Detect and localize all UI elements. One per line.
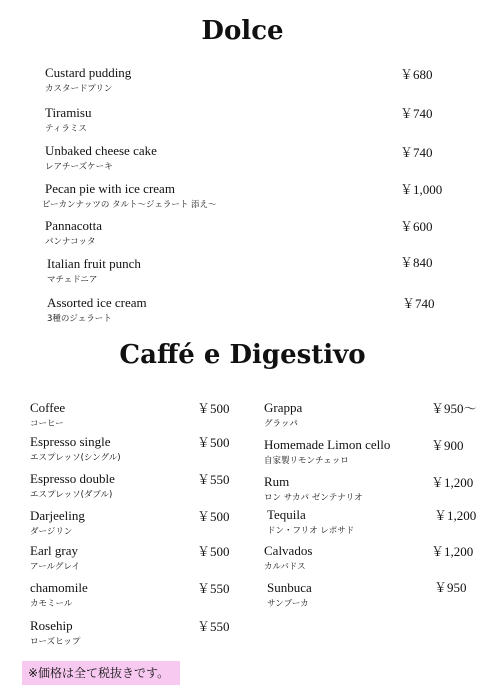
menu-item <box>267 507 354 537</box>
item-name-jp: ロン サカパ ゼンテナリオ <box>264 493 363 503</box>
item-name: Custard pudding <box>45 65 132 80</box>
item-name: Italian fruit punch <box>47 256 141 271</box>
menu-item <box>30 434 121 464</box>
item-price: ￥500 <box>197 509 230 524</box>
menu-item <box>264 474 363 504</box>
item-name-jp: アールグレイ <box>30 562 80 572</box>
item-name-jp: エスプレッソ(ダブル) <box>30 490 113 500</box>
menu-item <box>30 471 115 501</box>
item-price: ￥740 <box>400 145 433 160</box>
item-price: ￥550 <box>197 581 230 596</box>
dolce-heading: Dolce <box>201 16 284 46</box>
item-price: ￥600 <box>400 219 433 234</box>
item-name-jp: 3種のジェラート <box>47 314 112 324</box>
menu-item <box>45 65 131 95</box>
menu-item <box>30 400 65 430</box>
item-name: Tequila <box>267 507 306 522</box>
menu-item <box>47 295 147 325</box>
item-name-jp: サンブーカ <box>267 599 309 609</box>
item-name: Unbaked cheese cake <box>45 143 157 158</box>
item-name: Espresso single <box>30 434 111 449</box>
item-name-jp: 自家製リモンチェッロ <box>264 456 349 466</box>
menu-item <box>264 543 312 573</box>
item-name-jp: マチェドニア <box>47 275 98 285</box>
item-price: ￥740 <box>400 106 433 121</box>
item-price: ￥840 <box>400 255 433 270</box>
item-price: ￥740 <box>402 296 435 311</box>
item-price: ￥1,000 <box>400 182 443 197</box>
item-name-jp: カルバドス <box>264 562 306 572</box>
menu-item <box>30 508 85 538</box>
tax-note: ※価格は全て税抜きです。 <box>22 661 180 685</box>
item-price: ￥550 <box>197 472 230 487</box>
item-name-jp: パンナコッタ <box>45 237 96 247</box>
item-name: Calvados <box>264 543 313 558</box>
item-price: ￥680 <box>400 67 433 82</box>
item-price: ￥950 <box>434 580 467 595</box>
item-name: Pannacotta <box>45 218 103 233</box>
item-name: Pecan pie with ice cream <box>45 181 175 196</box>
item-name: Grappa <box>264 400 303 415</box>
menu-item <box>47 256 141 286</box>
item-name-jp: コーヒー <box>30 419 64 429</box>
menu-item <box>45 105 91 135</box>
item-price: ￥1,200 <box>431 475 474 490</box>
item-price: ￥900 <box>431 438 464 453</box>
item-name: Assorted ice cream <box>47 295 147 310</box>
item-name: Coffee <box>30 400 66 415</box>
menu-item <box>30 580 88 610</box>
item-name-jp: ドン・フリオ レポサド <box>267 526 355 536</box>
item-price: ￥1,200 <box>434 508 477 523</box>
item-name: Homemade Limon cello <box>264 437 391 452</box>
item-name-jp: ダージリン <box>30 527 73 537</box>
item-name: Darjeeling <box>30 508 85 523</box>
menu-item <box>30 618 80 648</box>
item-name-jp: ピーカンナッツの タルト～ジェラート 添え～ <box>42 200 217 210</box>
menu-item <box>30 543 80 573</box>
menu-item <box>42 181 217 211</box>
caffe-heading: Caffé e Digestivo <box>119 340 366 370</box>
item-name: Sunbuca <box>267 580 312 595</box>
item-name: chamomile <box>30 580 88 595</box>
menu-item <box>264 400 302 430</box>
item-name: Tiramisu <box>45 105 92 120</box>
item-name-jp: カスタードプリン <box>45 84 113 94</box>
item-price: ￥500 <box>197 544 230 559</box>
item-price: ￥1,200 <box>431 544 474 559</box>
item-name-jp: グラッパ <box>264 419 298 429</box>
item-name-jp: エスプレッソ(シングル) <box>30 453 121 463</box>
menu-item <box>264 437 390 467</box>
item-price: ￥950～ <box>431 401 477 416</box>
item-name-jp: レアチーズケーキ <box>45 162 113 172</box>
item-price: ￥500 <box>197 435 230 450</box>
item-name-jp: カモミール <box>30 599 73 609</box>
item-name: Espresso double <box>30 471 115 486</box>
item-name-jp: ティラミス <box>45 124 87 134</box>
item-price: ￥550 <box>197 619 230 634</box>
menu-item <box>45 218 102 248</box>
item-name: Rosehip <box>30 618 73 633</box>
menu-item <box>45 143 157 173</box>
item-price: ￥500 <box>197 401 230 416</box>
item-name: Rum <box>264 474 290 489</box>
menu-item <box>267 580 312 610</box>
item-name-jp: ローズヒップ <box>30 637 81 647</box>
item-name: Earl gray <box>30 543 79 558</box>
